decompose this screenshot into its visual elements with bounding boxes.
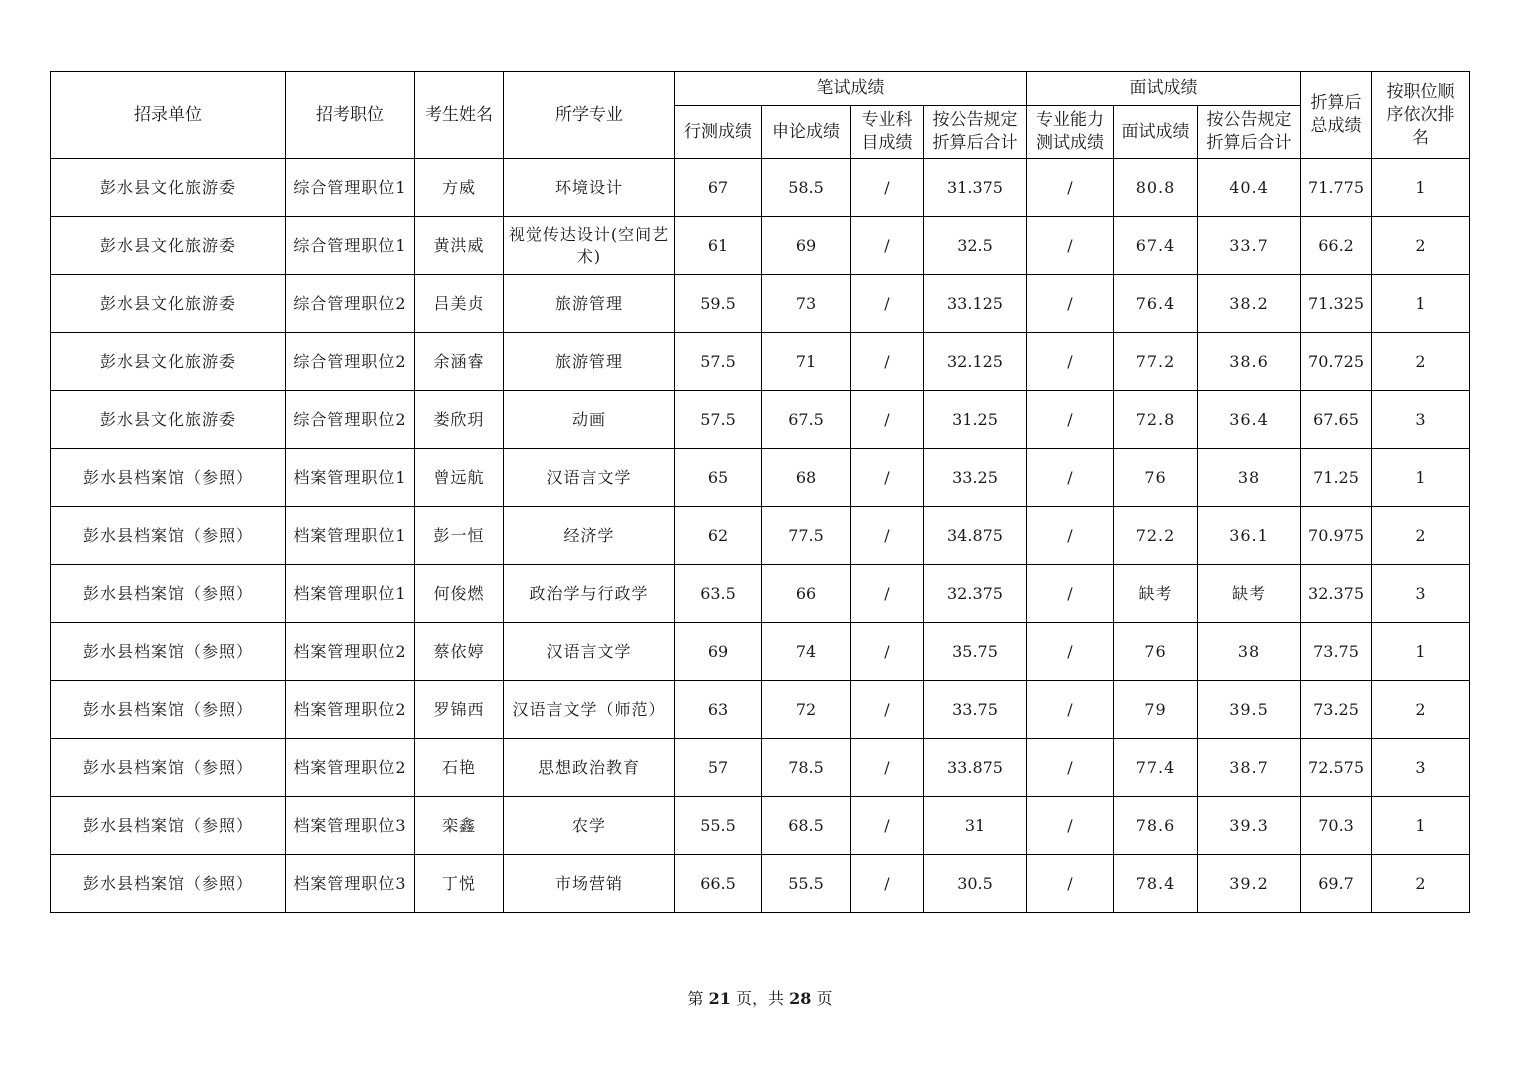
cell-interview-total: 38 bbox=[1198, 449, 1301, 507]
cell-name: 吕美贞 bbox=[415, 275, 504, 333]
cell-written-total: 32.5 bbox=[924, 217, 1027, 275]
cell-ability: / bbox=[1027, 797, 1114, 855]
cell-ability: / bbox=[1027, 275, 1114, 333]
cell-unit: 彭水县文化旅游委 bbox=[51, 391, 286, 449]
cell-written-total: 31.375 bbox=[924, 159, 1027, 217]
cell-interview: 76 bbox=[1114, 623, 1198, 681]
cell-shenlun: 73 bbox=[762, 275, 851, 333]
cell-unit: 彭水县文化旅游委 bbox=[51, 159, 286, 217]
cell-xingce: 67 bbox=[675, 159, 762, 217]
cell-name: 曾远航 bbox=[415, 449, 504, 507]
cell-interview-total: 39.2 bbox=[1198, 855, 1301, 913]
cell-name: 黄洪威 bbox=[415, 217, 504, 275]
page-footer bbox=[0, 986, 1520, 1009]
cell-rank: 2 bbox=[1372, 507, 1470, 565]
cell-interview: 79 bbox=[1114, 681, 1198, 739]
cell-xingce: 61 bbox=[675, 217, 762, 275]
cell-position: 综合管理职位2 bbox=[286, 275, 415, 333]
cell-rank: 2 bbox=[1372, 333, 1470, 391]
cell-major: 汉语言文学（师范） bbox=[504, 681, 675, 739]
cell-shenlun: 68 bbox=[762, 449, 851, 507]
table-row bbox=[51, 681, 1470, 739]
cell-final-total: 70.725 bbox=[1301, 333, 1372, 391]
cell-shenlun: 68.5 bbox=[762, 797, 851, 855]
cell-final-total: 66.2 bbox=[1301, 217, 1372, 275]
cell-major: 农学 bbox=[504, 797, 675, 855]
cell-name: 娄欣玥 bbox=[415, 391, 504, 449]
cell-final-total: 32.375 bbox=[1301, 565, 1372, 623]
cell-final-total: 73.25 bbox=[1301, 681, 1372, 739]
cell-ability: / bbox=[1027, 623, 1114, 681]
cell-interview: 78.6 bbox=[1114, 797, 1198, 855]
cell-professional: / bbox=[851, 681, 924, 739]
cell-interview-total: 33.7 bbox=[1198, 217, 1301, 275]
footer-middle: 页，共 bbox=[730, 989, 790, 1008]
header-interview: 面试成绩 bbox=[1114, 106, 1198, 159]
cell-ability: / bbox=[1027, 159, 1114, 217]
table-row bbox=[51, 449, 1470, 507]
cell-xingce: 66.5 bbox=[675, 855, 762, 913]
cell-unit: 彭水县文化旅游委 bbox=[51, 333, 286, 391]
header-major: 所学专业 bbox=[504, 72, 675, 159]
cell-written-total: 32.375 bbox=[924, 565, 1027, 623]
cell-xingce: 57.5 bbox=[675, 333, 762, 391]
header-interview-total: 按公告规定折算后合计 bbox=[1198, 106, 1301, 159]
cell-position: 档案管理职位1 bbox=[286, 565, 415, 623]
header-ability: 专业能力测试成绩 bbox=[1027, 106, 1114, 159]
cell-written-total: 33.75 bbox=[924, 681, 1027, 739]
cell-xingce: 57 bbox=[675, 739, 762, 797]
cell-ability: / bbox=[1027, 507, 1114, 565]
cell-position: 档案管理职位2 bbox=[286, 739, 415, 797]
cell-ability: / bbox=[1027, 333, 1114, 391]
footer-total-pages: 28 bbox=[789, 989, 812, 1008]
cell-rank: 2 bbox=[1372, 855, 1470, 913]
cell-major: 思想政治教育 bbox=[504, 739, 675, 797]
cell-unit: 彭水县档案馆（参照） bbox=[51, 507, 286, 565]
cell-professional: / bbox=[851, 507, 924, 565]
cell-interview: 缺考 bbox=[1114, 565, 1198, 623]
cell-name: 方威 bbox=[415, 159, 504, 217]
cell-final-total: 71.775 bbox=[1301, 159, 1372, 217]
cell-xingce: 63 bbox=[675, 681, 762, 739]
cell-shenlun: 55.5 bbox=[762, 855, 851, 913]
cell-interview: 72.8 bbox=[1114, 391, 1198, 449]
table-row bbox=[51, 855, 1470, 913]
header-unit: 招录单位 bbox=[51, 72, 286, 159]
cell-unit: 彭水县档案馆（参照） bbox=[51, 681, 286, 739]
cell-shenlun: 71 bbox=[762, 333, 851, 391]
cell-position: 档案管理职位2 bbox=[286, 681, 415, 739]
cell-ability: / bbox=[1027, 449, 1114, 507]
cell-unit: 彭水县档案馆（参照） bbox=[51, 623, 286, 681]
cell-xingce: 55.5 bbox=[675, 797, 762, 855]
cell-ability: / bbox=[1027, 855, 1114, 913]
cell-unit: 彭水县档案馆（参照） bbox=[51, 449, 286, 507]
cell-unit: 彭水县文化旅游委 bbox=[51, 217, 286, 275]
cell-unit: 彭水县档案馆（参照） bbox=[51, 739, 286, 797]
cell-professional: / bbox=[851, 739, 924, 797]
cell-interview-total: 38.6 bbox=[1198, 333, 1301, 391]
cell-professional: / bbox=[851, 565, 924, 623]
cell-written-total: 33.25 bbox=[924, 449, 1027, 507]
cell-written-total: 32.125 bbox=[924, 333, 1027, 391]
cell-position: 综合管理职位2 bbox=[286, 333, 415, 391]
cell-major: 视觉传达设计(空间艺术) bbox=[504, 217, 675, 275]
cell-interview-total: 38 bbox=[1198, 623, 1301, 681]
cell-final-total: 69.7 bbox=[1301, 855, 1372, 913]
cell-major: 经济学 bbox=[504, 507, 675, 565]
cell-shenlun: 77.5 bbox=[762, 507, 851, 565]
cell-interview-total: 36.1 bbox=[1198, 507, 1301, 565]
cell-professional: / bbox=[851, 333, 924, 391]
cell-shenlun: 74 bbox=[762, 623, 851, 681]
cell-rank: 2 bbox=[1372, 681, 1470, 739]
cell-interview: 78.4 bbox=[1114, 855, 1198, 913]
table-body bbox=[51, 159, 1470, 913]
score-table bbox=[50, 71, 1470, 913]
cell-major: 政治学与行政学 bbox=[504, 565, 675, 623]
cell-position: 综合管理职位2 bbox=[286, 391, 415, 449]
cell-interview-total: 38.2 bbox=[1198, 275, 1301, 333]
cell-interview-total: 38.7 bbox=[1198, 739, 1301, 797]
cell-unit: 彭水县档案馆（参照） bbox=[51, 797, 286, 855]
cell-interview-total: 40.4 bbox=[1198, 159, 1301, 217]
header-professional: 专业科目成绩 bbox=[851, 106, 924, 159]
table-row bbox=[51, 797, 1470, 855]
cell-position: 综合管理职位1 bbox=[286, 217, 415, 275]
table-row bbox=[51, 217, 1470, 275]
cell-shenlun: 58.5 bbox=[762, 159, 851, 217]
header-rank: 按职位顺序依次排名 bbox=[1372, 72, 1470, 159]
cell-interview: 77.2 bbox=[1114, 333, 1198, 391]
cell-position: 档案管理职位2 bbox=[286, 623, 415, 681]
footer-suffix: 页 bbox=[811, 989, 833, 1008]
cell-professional: / bbox=[851, 623, 924, 681]
cell-major: 汉语言文学 bbox=[504, 449, 675, 507]
cell-professional: / bbox=[851, 797, 924, 855]
cell-position: 档案管理职位3 bbox=[286, 797, 415, 855]
cell-final-total: 71.25 bbox=[1301, 449, 1372, 507]
cell-interview-total: 36.4 bbox=[1198, 391, 1301, 449]
cell-interview: 80.8 bbox=[1114, 159, 1198, 217]
cell-written-total: 31 bbox=[924, 797, 1027, 855]
table-header bbox=[51, 72, 1470, 159]
cell-final-total: 72.575 bbox=[1301, 739, 1372, 797]
table-row bbox=[51, 275, 1470, 333]
header-written-group: 笔试成绩 bbox=[675, 72, 1027, 106]
cell-xingce: 57.5 bbox=[675, 391, 762, 449]
cell-xingce: 63.5 bbox=[675, 565, 762, 623]
cell-interview: 76.4 bbox=[1114, 275, 1198, 333]
cell-final-total: 71.325 bbox=[1301, 275, 1372, 333]
cell-position: 综合管理职位1 bbox=[286, 159, 415, 217]
cell-final-total: 70.975 bbox=[1301, 507, 1372, 565]
cell-major: 环境设计 bbox=[504, 159, 675, 217]
cell-position: 档案管理职位3 bbox=[286, 855, 415, 913]
cell-interview: 76 bbox=[1114, 449, 1198, 507]
cell-written-total: 31.25 bbox=[924, 391, 1027, 449]
header-final-total: 折算后总成绩 bbox=[1301, 72, 1372, 159]
cell-shenlun: 67.5 bbox=[762, 391, 851, 449]
cell-rank: 1 bbox=[1372, 159, 1470, 217]
cell-rank: 1 bbox=[1372, 797, 1470, 855]
cell-rank: 1 bbox=[1372, 623, 1470, 681]
cell-name: 彭一恒 bbox=[415, 507, 504, 565]
cell-final-total: 67.65 bbox=[1301, 391, 1372, 449]
cell-ability: / bbox=[1027, 681, 1114, 739]
cell-written-total: 35.75 bbox=[924, 623, 1027, 681]
cell-major: 旅游管理 bbox=[504, 333, 675, 391]
cell-xingce: 59.5 bbox=[675, 275, 762, 333]
footer-prefix: 第 bbox=[687, 989, 709, 1008]
cell-major: 汉语言文学 bbox=[504, 623, 675, 681]
cell-professional: / bbox=[851, 449, 924, 507]
cell-interview-total: 39.5 bbox=[1198, 681, 1301, 739]
cell-interview-total: 缺考 bbox=[1198, 565, 1301, 623]
cell-final-total: 70.3 bbox=[1301, 797, 1372, 855]
cell-position: 档案管理职位1 bbox=[286, 507, 415, 565]
cell-name: 丁悦 bbox=[415, 855, 504, 913]
cell-professional: / bbox=[851, 217, 924, 275]
cell-unit: 彭水县档案馆（参照） bbox=[51, 855, 286, 913]
cell-ability: / bbox=[1027, 565, 1114, 623]
cell-interview-total: 39.3 bbox=[1198, 797, 1301, 855]
cell-name: 栾鑫 bbox=[415, 797, 504, 855]
table-row bbox=[51, 391, 1470, 449]
cell-written-total: 33.875 bbox=[924, 739, 1027, 797]
cell-written-total: 33.125 bbox=[924, 275, 1027, 333]
cell-shenlun: 69 bbox=[762, 217, 851, 275]
cell-ability: / bbox=[1027, 217, 1114, 275]
cell-major: 动画 bbox=[504, 391, 675, 449]
cell-name: 何俊燃 bbox=[415, 565, 504, 623]
cell-professional: / bbox=[851, 275, 924, 333]
cell-shenlun: 66 bbox=[762, 565, 851, 623]
header-interview-group: 面试成绩 bbox=[1027, 72, 1301, 106]
cell-shenlun: 72 bbox=[762, 681, 851, 739]
cell-name: 余涵睿 bbox=[415, 333, 504, 391]
cell-professional: / bbox=[851, 159, 924, 217]
table-row bbox=[51, 507, 1470, 565]
cell-rank: 3 bbox=[1372, 391, 1470, 449]
table-row bbox=[51, 739, 1470, 797]
cell-xingce: 62 bbox=[675, 507, 762, 565]
table-row bbox=[51, 623, 1470, 681]
header-position: 招考职位 bbox=[286, 72, 415, 159]
header-written-total: 按公告规定折算后合计 bbox=[924, 106, 1027, 159]
cell-professional: / bbox=[851, 855, 924, 913]
cell-unit: 彭水县文化旅游委 bbox=[51, 275, 286, 333]
cell-position: 档案管理职位1 bbox=[286, 449, 415, 507]
header-shenlun: 申论成绩 bbox=[762, 106, 851, 159]
cell-major: 市场营销 bbox=[504, 855, 675, 913]
header-name: 考生姓名 bbox=[415, 72, 504, 159]
cell-rank: 1 bbox=[1372, 449, 1470, 507]
cell-name: 罗锦西 bbox=[415, 681, 504, 739]
cell-rank: 1 bbox=[1372, 275, 1470, 333]
cell-written-total: 30.5 bbox=[924, 855, 1027, 913]
cell-rank: 2 bbox=[1372, 217, 1470, 275]
cell-name: 石艳 bbox=[415, 739, 504, 797]
table-row bbox=[51, 565, 1470, 623]
table-row bbox=[51, 333, 1470, 391]
cell-name: 蔡依婷 bbox=[415, 623, 504, 681]
cell-rank: 3 bbox=[1372, 739, 1470, 797]
cell-professional: / bbox=[851, 391, 924, 449]
cell-shenlun: 78.5 bbox=[762, 739, 851, 797]
cell-written-total: 34.875 bbox=[924, 507, 1027, 565]
cell-xingce: 65 bbox=[675, 449, 762, 507]
header-xingce: 行测成绩 bbox=[675, 106, 762, 159]
footer-current-page: 21 bbox=[708, 989, 731, 1008]
cell-unit: 彭水县档案馆（参照） bbox=[51, 565, 286, 623]
cell-xingce: 69 bbox=[675, 623, 762, 681]
cell-major: 旅游管理 bbox=[504, 275, 675, 333]
table-row bbox=[51, 159, 1470, 217]
cell-ability: / bbox=[1027, 739, 1114, 797]
cell-final-total: 73.75 bbox=[1301, 623, 1372, 681]
cell-interview: 77.4 bbox=[1114, 739, 1198, 797]
cell-interview: 72.2 bbox=[1114, 507, 1198, 565]
cell-interview: 67.4 bbox=[1114, 217, 1198, 275]
cell-rank: 3 bbox=[1372, 565, 1470, 623]
cell-ability: / bbox=[1027, 391, 1114, 449]
